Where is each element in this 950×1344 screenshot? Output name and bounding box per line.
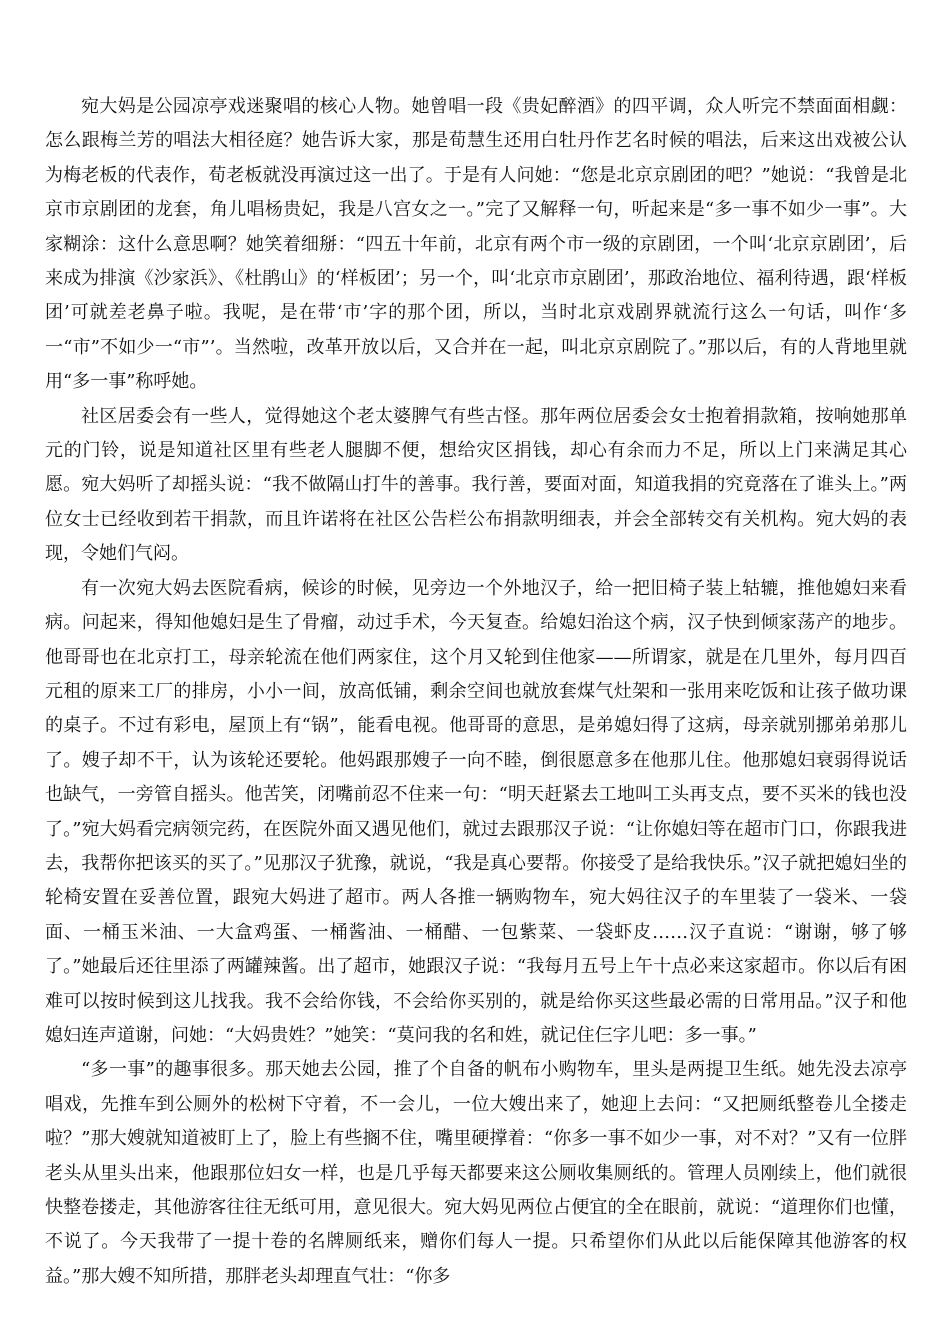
paragraph-2: 社区居委会有一些人，觉得她这个老太婆脾气有些古怪。那年两位居委会女士抱着捐款箱，按响她那单元的门铃，说是知道社区里有些老人腿脚不便，想给灾区捐钱，却心有余而力不足，所以上门来满足其心愿。宛大妈听了却摇头说：“我不做隔山打牛的善事。我行善，要面对面，知道我捐的究竟落在了谁头上。”两位女士已经收到若干捐款，而且许诺将在社区公告栏公布捐款明细表，并会全部转交有关机构。宛大妈的表现，令她们气闷。 xyxy=(45,405,907,565)
paragraph-3: 有一次宛大妈去医院看病，候诊的时候，见旁边一个外地汉子，给一把旧椅子装上轱辘，推他媳妇来看病。问起来，得知他媳妇是生了骨瘤，动过手术，今天复查。给媳妇治这个病，汉子快到倾家荡产的地步。他哥哥也在北京打工，母亲轮流在他们两家住，这个月又轮到住他家——所谓家，就是在几里外，每月四百元租的原来工厂的排房，小小一间，放高低铺，剩余空间也就放套煤气灶架和一张用来吃饭和让孩子做功课的桌子。不过有彩电，屋顶上有“锅”，能看电视。他哥哥的意思，是弟媳妇得了这病，母亲就别挪弟弟那儿了。嫂子却不干，认为该轮还要轮。他妈跟那嫂子一向不睦，倒很愿意多在他那儿住。他那媳妇衰弱得说话也缺气，一旁管自摇头。他苦笑，闭嘴前忍不住来一句：“明天赶紧去工地叫工头再支点，要不买米的钱也没了。”宛大妈看完病领完药，在医院外面又遇见他们，就过去跟那汉子说：“让你媳妇等在超市门口，你跟我进去，我帮你把该买的买了。”见那汉子犹豫，就说，“我是真心要帮。你接受了是给我快乐。”汉子就把媳妇坐的轮椅安置在妥善位置，跟宛大妈进了超市。两人各推一辆购物车，宛大妈往汉子的车里装了一袋米、一袋面、一桶玉米油、一大盒鸡蛋、一桶酱油、一桶醋、一包紫菜、一袋虾皮……汉子直说：“谢谢，够了够了。”她最后还往里添了两罐辣酱。出了超市，她跟汉子说：“我每月五号上午十点必来这家超市。你以后有困难可以按时候到这儿找我。我不会给你钱，不会给你买别的，就是给你买这些最必需的日常用品。”汉子和他媳妇连声道谢，问她：“大妈贵姓？”她笑：“莫问我的名和姓，就记住仨字儿吧：多一事。” xyxy=(45,577,907,1046)
article-body xyxy=(45,90,907,1294)
paragraph-1: 宛大妈是公园凉亭戏迷聚唱的核心人物。她曾唱一段《贵妃醉酒》的四平调，众人听完不禁面面相觑：怎么跟梅兰芳的唱法大相径庭？她告诉大家，那是荀慧生还用白牡丹作艺名时候的唱法，后来这出戏被公认为梅老板的代表作，荀老板就没再演过这一出了。于是有人问她：“您是北京京剧团的吧？”她说：“我曾是北京市京剧团的龙套，角儿唱杨贵妃，我是八宫女之一。”完了又解释一句，听起来是“多一事不如少一事”。大家糊涂：这什么意思啊？她笑着细掰：“四五十年前，北京有两个市一级的京剧团，一个叫‘北京京剧团’，后来成为排演《沙家浜》、《杜鹃山》的‘样板团’；另一个，叫‘北京市京剧团’，那政治地位、福利待遇，跟‘样板团’可就差老鼻子啦。我呢，是在带‘市’字的那个团，所以，当时北京戏剧界就流行这么一句话，叫作‘多一“市”不如少一“市”’。当然啦，改革开放以后，又合并在一起，叫北京京剧院了。”那以后，有的人背地里就用“多一事”称呼她。 xyxy=(45,96,907,393)
paragraph-4: “多一事”的趣事很多。那天她去公园，推了个自备的帆布小购物车，里头是两提卫生纸。她先没去凉亭唱戏，先推车到公厕外的松树下守着，不一会儿，一位大嫂出来了，她迎上去问：“又把厕纸整卷儿全搂走啦？”那大嫂就知道被盯上了，脸上有些搁不住，嘴里硬撑着：“你多一事不如少一事，对不对？”又有一位胖老头从里头出来，他跟那位妇女一样，也是几乎每天都要来这公厕收集厕纸的。管理人员刚续上，他们就很快整卷搂走，其他游客往往无纸可用，意见很大。宛大妈见两位占便宜的全在眼前，就说：“道理你们也懂，不说了。今天我带了一提十卷的名牌厕纸来，赠你们每人一提。只希望你们从此以后能保障其他游客的权益。”那大嫂不知所措，那胖老头却理直气壮：“你多 xyxy=(45,1059,907,1287)
